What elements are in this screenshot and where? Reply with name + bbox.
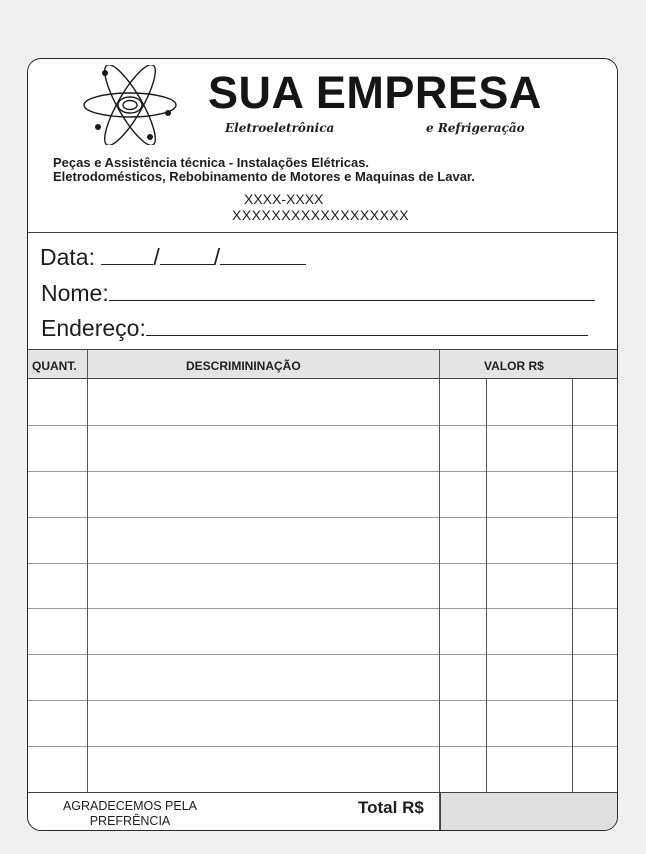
col-quantity-header: QUANT. [32, 359, 77, 373]
date-separator: / [213, 244, 221, 270]
services-line-2: Eletrodomésticos, Rebobinamento de Motores e Maquinas de Lavar. [53, 169, 475, 184]
tagline-right: e Refrigeração [426, 121, 525, 135]
table-row-divider [28, 654, 617, 655]
thanks-line-1: AGRADECEMOS PELA [62, 799, 198, 813]
table-header [28, 349, 617, 379]
table-row-divider [28, 425, 617, 426]
services-description [53, 156, 475, 184]
date-separator: / [153, 244, 160, 270]
total-value-box[interactable] [440, 793, 618, 831]
col-description-header: DESCRIMININAÇÃO [186, 359, 301, 373]
customer-info [28, 232, 617, 350]
form-footer [28, 792, 617, 831]
company-address: XXXXXXXXXXXXXXXXXX [232, 207, 410, 223]
table-row-divider [28, 517, 617, 518]
thanks-message [50, 799, 210, 829]
table-row-divider [28, 700, 617, 701]
phone-number: XXXX-XXXX [244, 191, 324, 207]
receipt-form [27, 58, 618, 831]
address-label: Endereço: [41, 315, 146, 341]
date-field [40, 244, 306, 271]
name-label: Nome: [41, 280, 109, 306]
items-table [28, 349, 617, 831]
form-header [28, 59, 617, 233]
name-blank[interactable] [109, 280, 595, 301]
atom-icon [80, 65, 180, 145]
col-value-header: VALOR R$ [484, 359, 544, 373]
column-divider [572, 379, 573, 792]
date-year-blank[interactable] [220, 244, 306, 265]
date-day-blank[interactable] [101, 244, 153, 265]
column-divider [439, 349, 440, 831]
date-month-blank[interactable] [160, 244, 214, 265]
table-row-divider [28, 746, 617, 747]
company-name: SUA EMPRESA [208, 67, 542, 118]
tagline-left: Eletroeletrônica [225, 121, 335, 135]
name-field [41, 280, 595, 307]
total-label: Total R$ [358, 798, 424, 817]
services-line-1: Peças e Assistência técnica - Instalações Elétricas. [53, 155, 370, 170]
table-row-divider [28, 608, 617, 609]
address-field [41, 315, 588, 342]
table-row-divider [28, 471, 617, 472]
thanks-line-2: PREFRÊNCIA [89, 814, 171, 828]
address-blank[interactable] [146, 315, 588, 336]
column-divider [87, 349, 88, 792]
column-divider [486, 379, 487, 792]
date-label: Data: [40, 244, 95, 270]
table-row-divider [28, 563, 617, 564]
